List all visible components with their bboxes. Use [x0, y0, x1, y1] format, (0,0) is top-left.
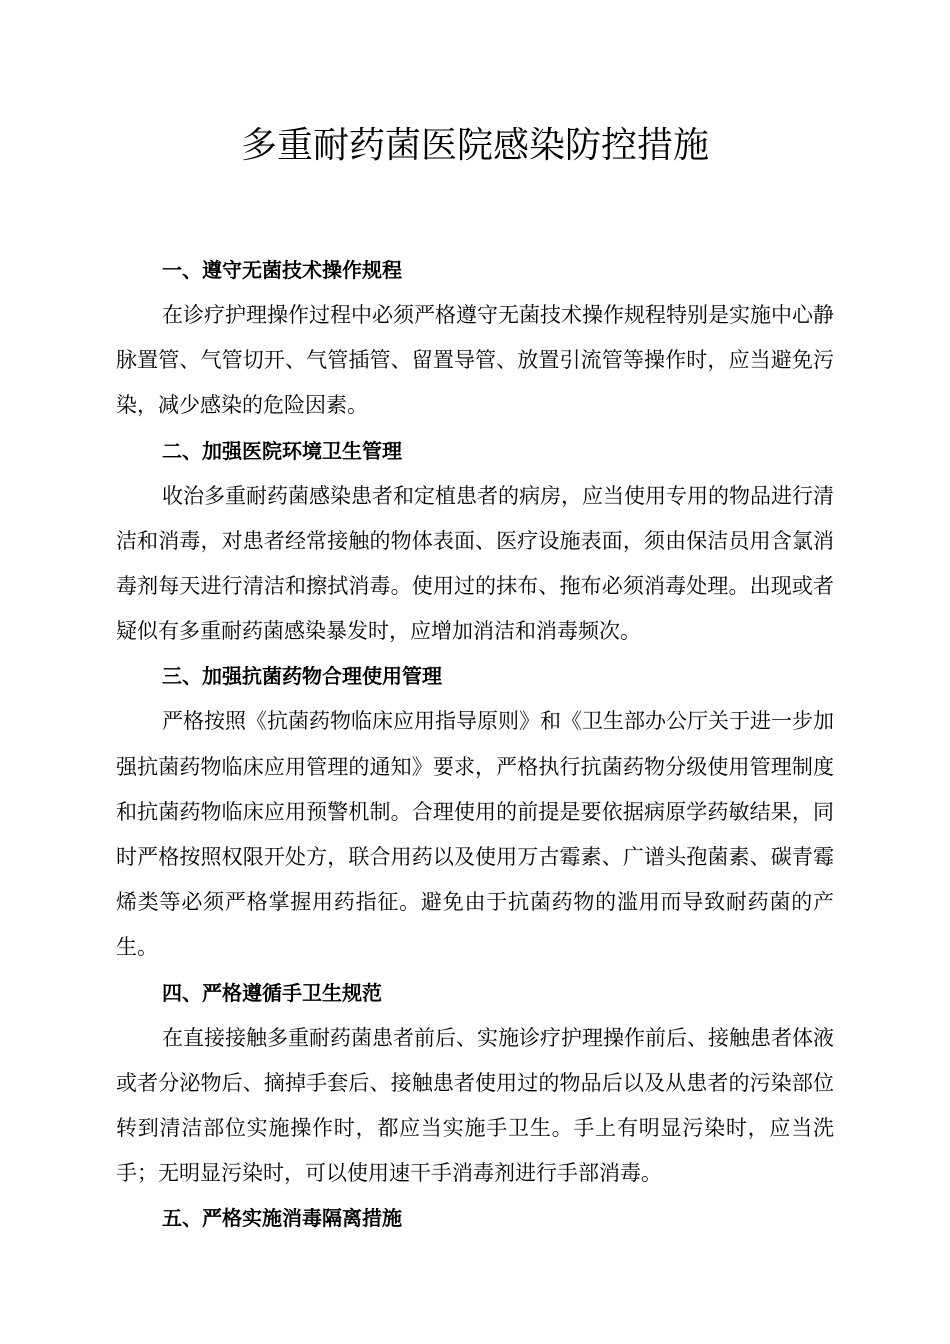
section-heading-4: 四、严格遵循手卫生规范 [162, 980, 382, 1005]
section-paragraph-3: 严格按照《抗菌药物临床应用指导原则》和《卫生部办公厅关于进一步加强抗菌药物临床应用管理的通知》要求，严格执行抗菌药物分级使用管理制度和抗菌药物临床应用预警机制。合理使用的前提是要依据病原学药敏结果，同时严格按照权限开处方，联合用药以及使用万古霉素、广谱头孢菌素、碳青霉烯类等必须严格掌握用药指征。避免由于抗菌药物的滥用而导致耐药菌的产生。 [116, 709, 834, 960]
section-heading-3: 三、加强抗菌药物合理使用管理 [162, 664, 442, 689]
section-paragraph-2: 收治多重耐药菌感染患者和定植患者的病房，应当使用专用的物品进行清洁和消毒，对患者经常接触的物体表面、医疗设施表面，须由保洁员用含氯消毒剂每天进行清洁和擦拭消毒。使用过的抹布、拖布必须消毒处理。出现或者疑似有多重耐药菌感染暴发时，应增加消洁和消毒频次。 [116, 483, 834, 644]
section-heading-1: 一、遵守无菌技术操作规程 [162, 258, 402, 282]
document-body [116, 248, 834, 1241]
section-heading-5: 五、严格实施消毒隔离措施 [162, 1206, 402, 1231]
section-paragraph-1: 在诊疗护理操作过程中必须严格遵守无菌技术操作规程特别是实施中心静脉置管、气管切开、气管插管、留置导管、放置引流管等操作时，应当避免污染，减少感染的危险因素。 [116, 303, 834, 418]
section-heading-2: 二、加强医院环境卫生管理 [162, 438, 402, 463]
section-paragraph-4: 在直接接触多重耐药菌患者前后、实施诊疗护理操作前后、接触患者体液或者分泌物后、摘掉手套后、接触患者使用过的物品后以及从患者的污染部位转到清洁部位实施操作时，都应当实施手卫生。手上有明显污染时，应当洗手；无明显污染时，可以使用速干手消毒剂进行手部消毒。 [116, 1025, 834, 1186]
document-title: 多重耐药菌医院感染防控措施 [240, 125, 709, 166]
